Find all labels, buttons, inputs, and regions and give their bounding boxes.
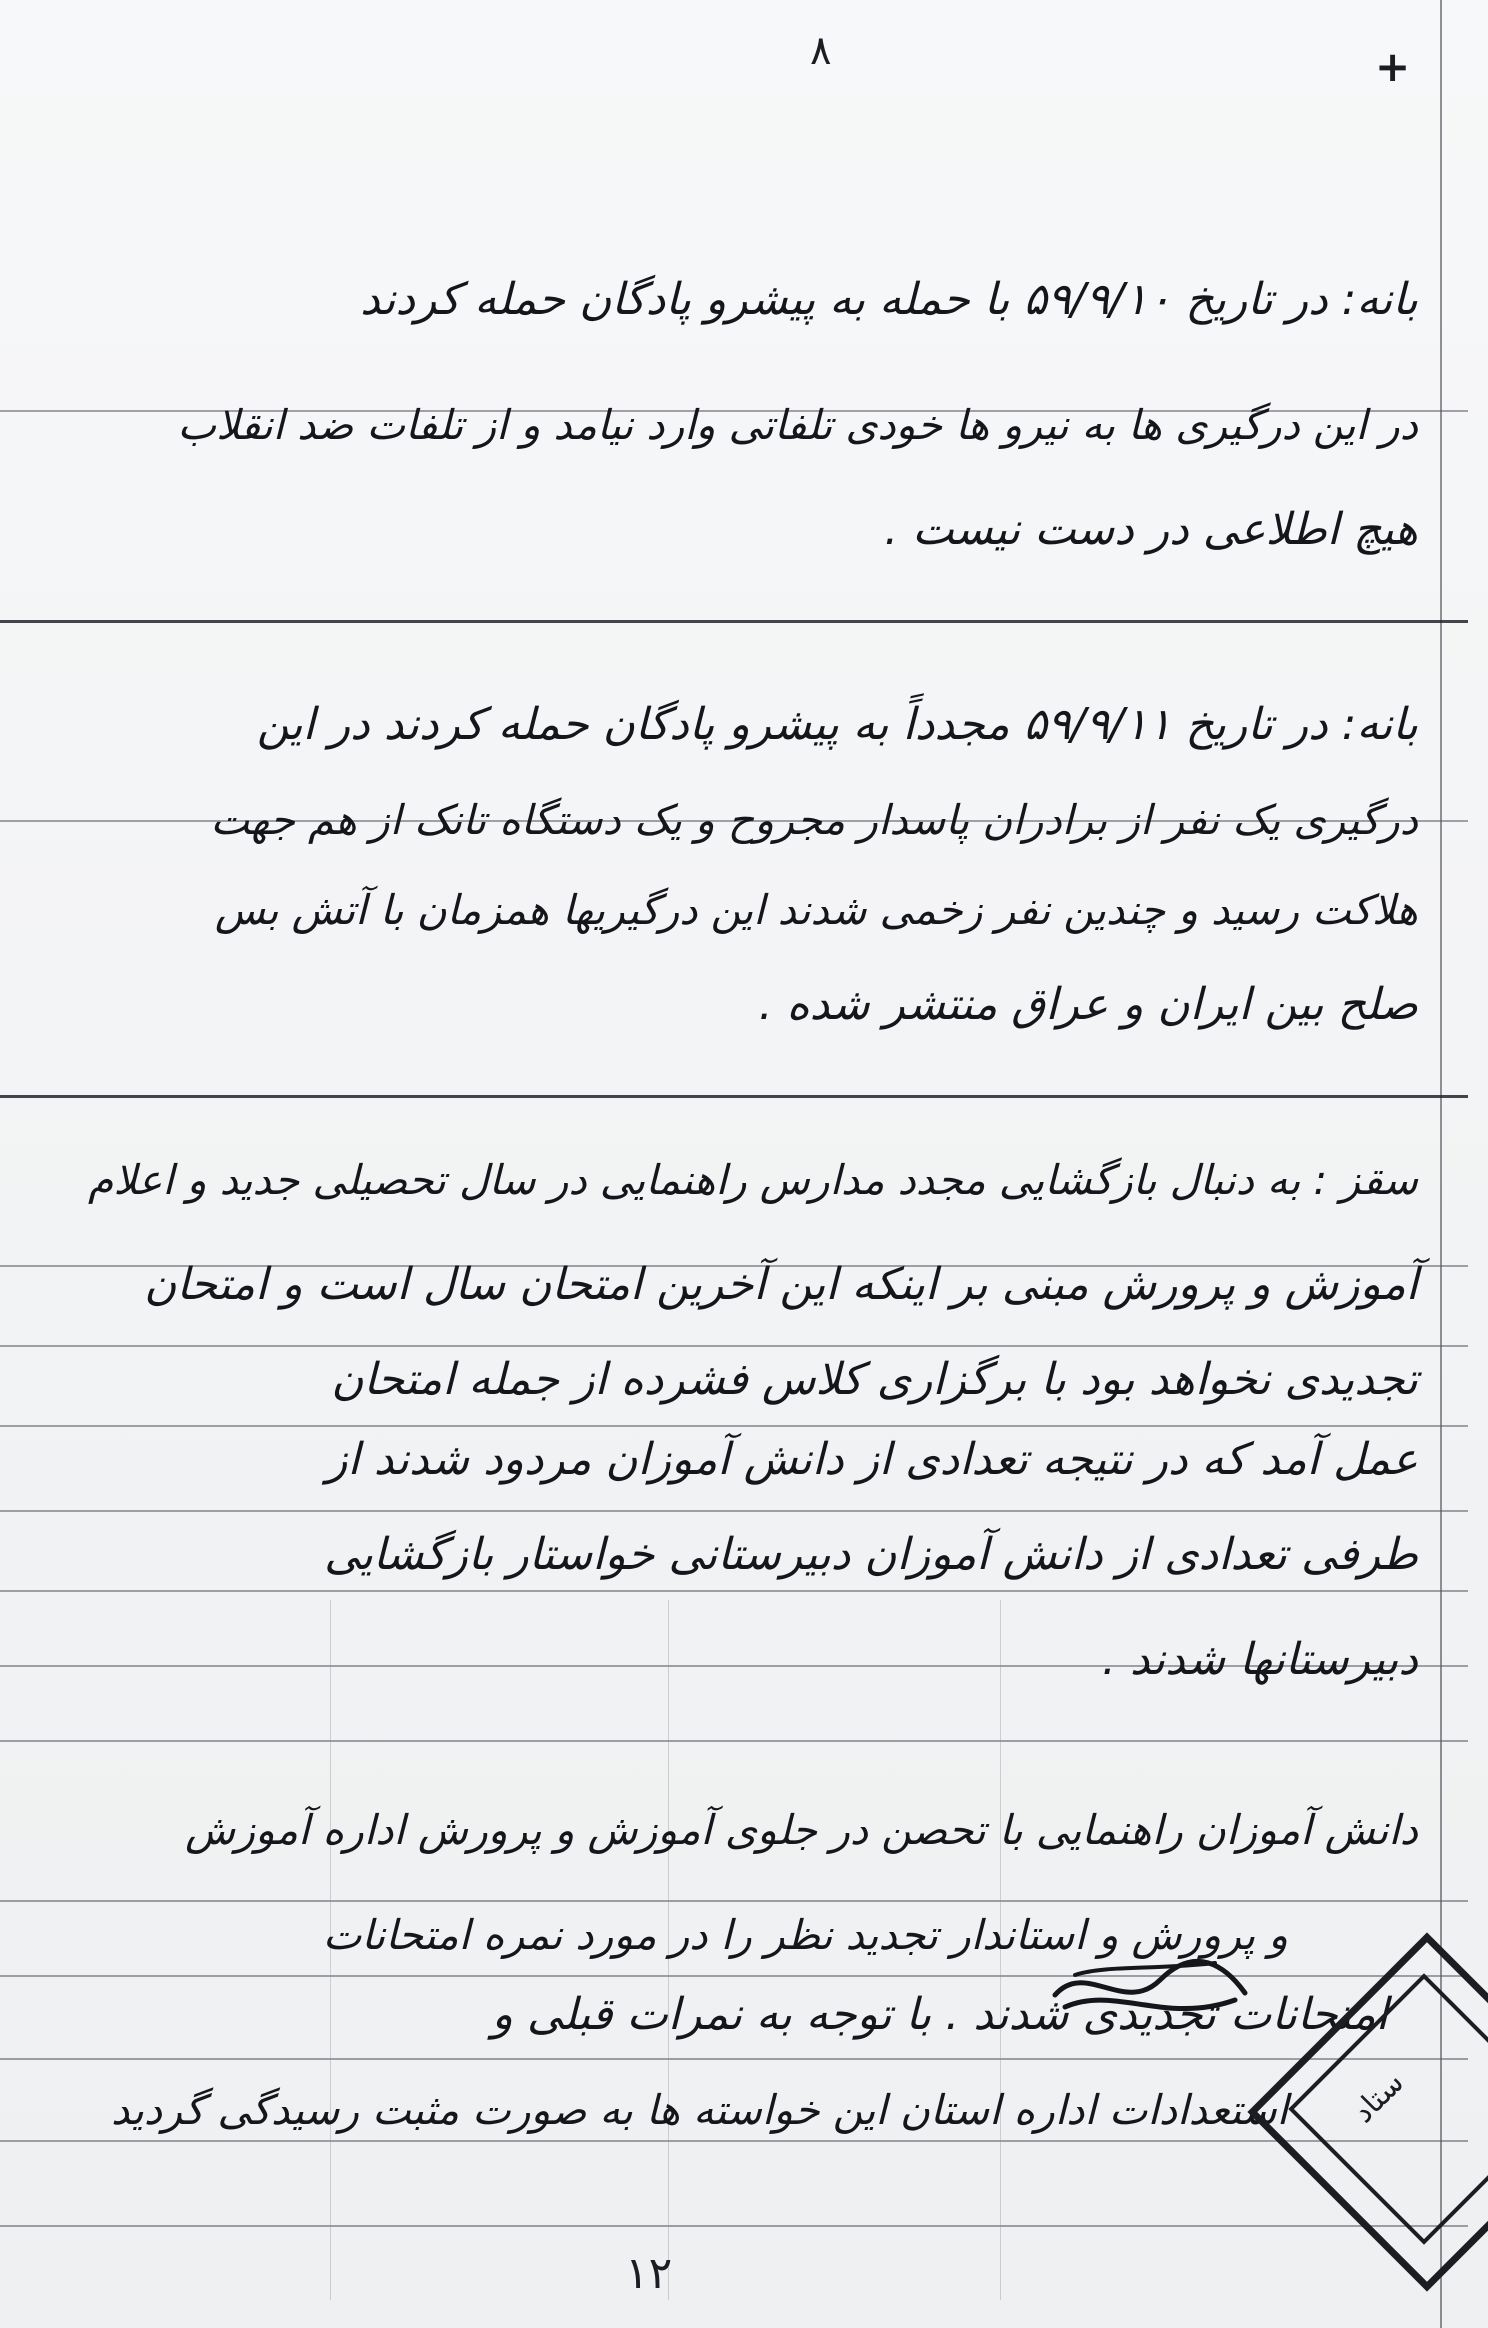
text-line: هلاکت رسید و چندین نفر زخمی شدند این درگیریها همزمان با آتش بس bbox=[214, 886, 1418, 934]
top-page-mark: ۸ bbox=[810, 28, 832, 74]
ruled-line bbox=[0, 2225, 1468, 2227]
ruled-line bbox=[0, 1510, 1468, 1512]
text-line: در این درگیری ها به نیرو ها خودی تلفاتی وارد نیامد و از تلفات ضد انقلاب bbox=[177, 401, 1418, 449]
text-line: سقز : به دنبال بازگشایی مجدد مدارس راهنمایی در سال تحصیلی جدید و اعلام bbox=[88, 1156, 1418, 1204]
section-divider bbox=[0, 620, 1468, 623]
text-line: بانه: در تاریخ ۵۹/۹/۱۱ مجدداً به پیشرو پادگان حمله کردند در این bbox=[256, 699, 1418, 750]
text-line: دانش آموزان راهنمایی با تحصن در جلوی آموزش و پرورش اداره آموزش bbox=[185, 1806, 1418, 1854]
ruled-line bbox=[0, 1345, 1468, 1347]
text-line: تجدیدی نخواهد بود با برگزاری کلاس فشرده از جمله امتحان bbox=[331, 1354, 1418, 1405]
section-divider bbox=[0, 1095, 1468, 1098]
ruled-line bbox=[0, 1425, 1468, 1427]
text-line: امتحانات تجدیدی شدند . با توجه به نمرات قبلی و bbox=[491, 1989, 1388, 2040]
text-line: استعدادات اداره استان این خواسته ها به صورت مثبت رسیدگی گردید bbox=[111, 2086, 1288, 2134]
text-line: صلح بین ایران و عراق منتشر شده . bbox=[758, 979, 1418, 1030]
ruled-line bbox=[0, 2140, 1468, 2142]
plus-mark: + bbox=[1375, 42, 1411, 91]
text-line: دبیرستانها شدند . bbox=[1101, 1634, 1418, 1685]
text-line: آموزش و پرورش مبنی بر اینکه این آخرین امتحان سال است و امتحان bbox=[144, 1259, 1418, 1310]
text-line: هیچ اطلاعی در دست نیست . bbox=[884, 504, 1418, 555]
ruled-line bbox=[0, 1740, 1468, 1742]
text-line: طرفی تعدادی از دانش آموزان دبیرستانی خواستار بازگشایی bbox=[324, 1529, 1418, 1580]
stamp-text: ستاد bbox=[1345, 2065, 1411, 2130]
ruled-line bbox=[0, 1900, 1468, 1902]
ruled-line bbox=[0, 1590, 1468, 1592]
page-number: ۱۲ bbox=[625, 2248, 673, 2299]
text-line: و پرورش و استاندار تجدید نظر را در مورد نمره امتحانات bbox=[322, 1911, 1288, 1959]
ruled-line bbox=[0, 2058, 1468, 2060]
text-line: درگیری یک نفر از برادران پاسدار مجروح و یک دستگاه تانک از هم جهت bbox=[210, 796, 1418, 844]
scribble-mark bbox=[1045, 1945, 1255, 2035]
text-line: بانه: در تاریخ ۵۹/۹/۱۰ با حمله به پیشرو پادگان حمله کردند bbox=[360, 274, 1418, 325]
text-line: عمل آمد که در نتیجه تعدادی از دانش آموزان مردود شدند از bbox=[326, 1434, 1418, 1485]
